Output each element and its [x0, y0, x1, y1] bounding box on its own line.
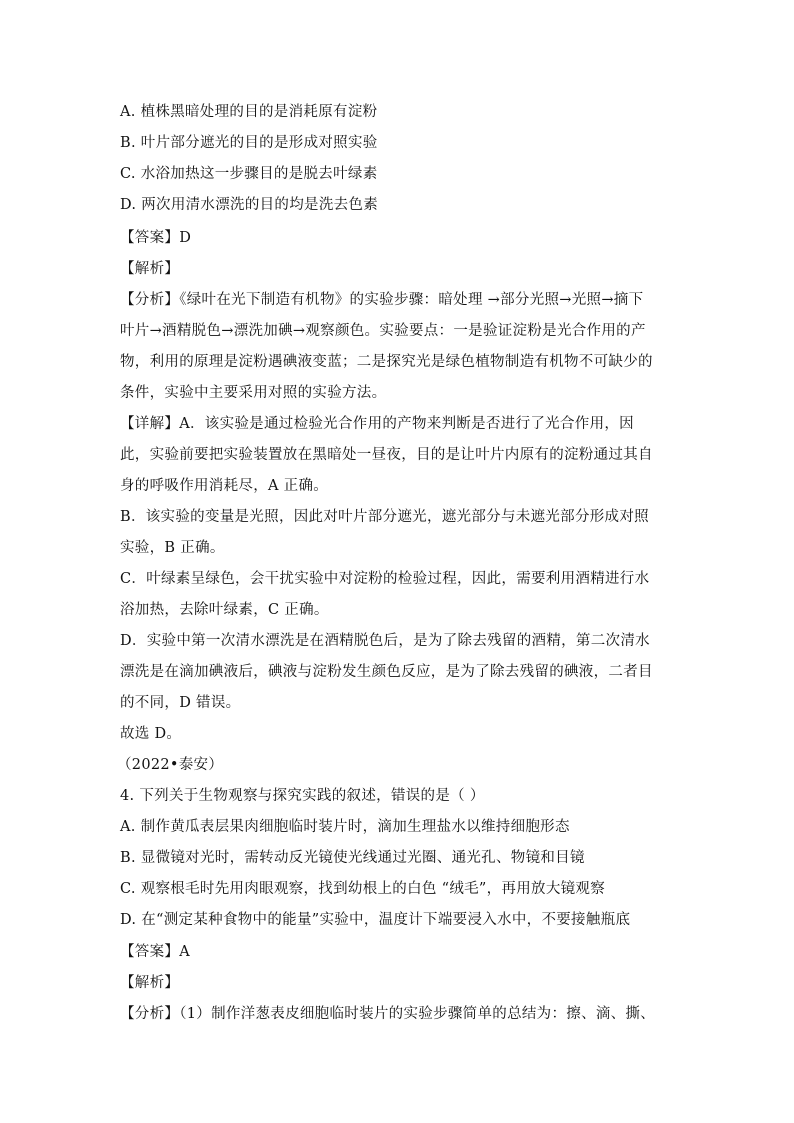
q3-detail-line: 漂洗是在滴加碘液后，碘液与淀粉发生颜色反应，是为了除去残留的碘液，二者目: [120, 664, 653, 680]
q3-detail-line: 【详解】A．该实验是通过检验光合作用的产物来判断是否进行了光合作用，因: [120, 416, 634, 432]
q4-analysis-heading: 【解析】: [120, 975, 180, 991]
q3-option-d: D. 两次用清水漂洗的目的均是洗去色素: [120, 197, 379, 213]
q4-stem: 4. 下列关于生物观察与探究实践的叙述，错误的是（ ）: [120, 788, 485, 804]
q4-analysis-line: 【分析】（1）制作洋葱表皮细胞临时装片的实验步骤简单的总结为：擦、滴、撕、: [120, 1006, 656, 1022]
q3-analysis-line: 叶片→酒精脱色→漂洗加碘→观察颜色。实验要点：一是验证淀粉是光合作用的产: [120, 323, 646, 339]
q3-detail-line: B．该实验的变量是光照，因此对叶片部分遮光，遮光部分与未遮光部分形成对照: [120, 509, 649, 525]
q4-option-b: B. 显微镜对光时，需转动反光镜使光线通过光圈、通光孔、物镜和目镜: [120, 850, 585, 866]
q3-detail-line: D．实验中第一次清水漂洗是在酒精脱色后，是为了除去残留的酒精，第二次清水: [120, 633, 650, 649]
q4-option-d: D. 在“测定某种食物中的能量”实验中，温度计下端要浸入水中，不要接触瓶底: [120, 912, 631, 928]
q4-option-a: A. 制作黄瓜表层果肉细胞临时装片时，滴加生理盐水以维持细胞形态: [120, 819, 570, 835]
q3-detail-line: 实验，B 正确。: [120, 540, 225, 556]
q3-conclusion: 故选 D。: [120, 726, 182, 742]
q4-answer: 【答案】A: [120, 944, 190, 960]
q3-option-b: B. 叶片部分遮光的目的是形成对照实验: [120, 135, 378, 151]
q4-option-c: C. 观察根毛时先用肉眼观察，找到幼根上的白色 “绒毛”，再用放大镜观察: [120, 881, 606, 897]
q3-detail-line: C．叶绿素呈绿色，会干扰实验中对淀粉的检验过程，因此，需要利用酒精进行水: [120, 571, 650, 587]
q3-analysis-line: 【分析】《绿叶在光下制造有机物》的实验步骤：暗处理 →部分光照→光照→摘下: [120, 292, 644, 308]
q3-detail-line: 的不同，D 错误。: [120, 695, 241, 711]
q4-source: （2022•泰安）: [117, 757, 224, 773]
q3-detail-line: 此，实验前要把实验装置放在黑暗处一昼夜，目的是让叶片内原有的淀粉通过其自: [120, 447, 653, 463]
q3-analysis-line: 物，利用的原理是淀粉遇碘液变蓝；二是探究光是绿色植物制造有机物不可缺少的: [120, 354, 653, 370]
q3-answer: 【答案】D: [120, 230, 192, 246]
q3-detail-line: 浴加热，去除叶绿素，C 正确。: [120, 602, 329, 618]
q3-analysis-line: 条件，实验中主要采用对照的实验方法。: [120, 385, 387, 401]
q3-analysis-heading: 【解析】: [120, 261, 180, 277]
q3-detail-line: 身的呼吸作用消耗尽，A 正确。: [120, 478, 329, 494]
q3-option-a: A. 植株黑暗处理的目的是消耗原有淀粉: [120, 104, 378, 120]
q3-option-c: C. 水浴加热这一步骤目的是脱去叶绿素: [120, 166, 378, 182]
